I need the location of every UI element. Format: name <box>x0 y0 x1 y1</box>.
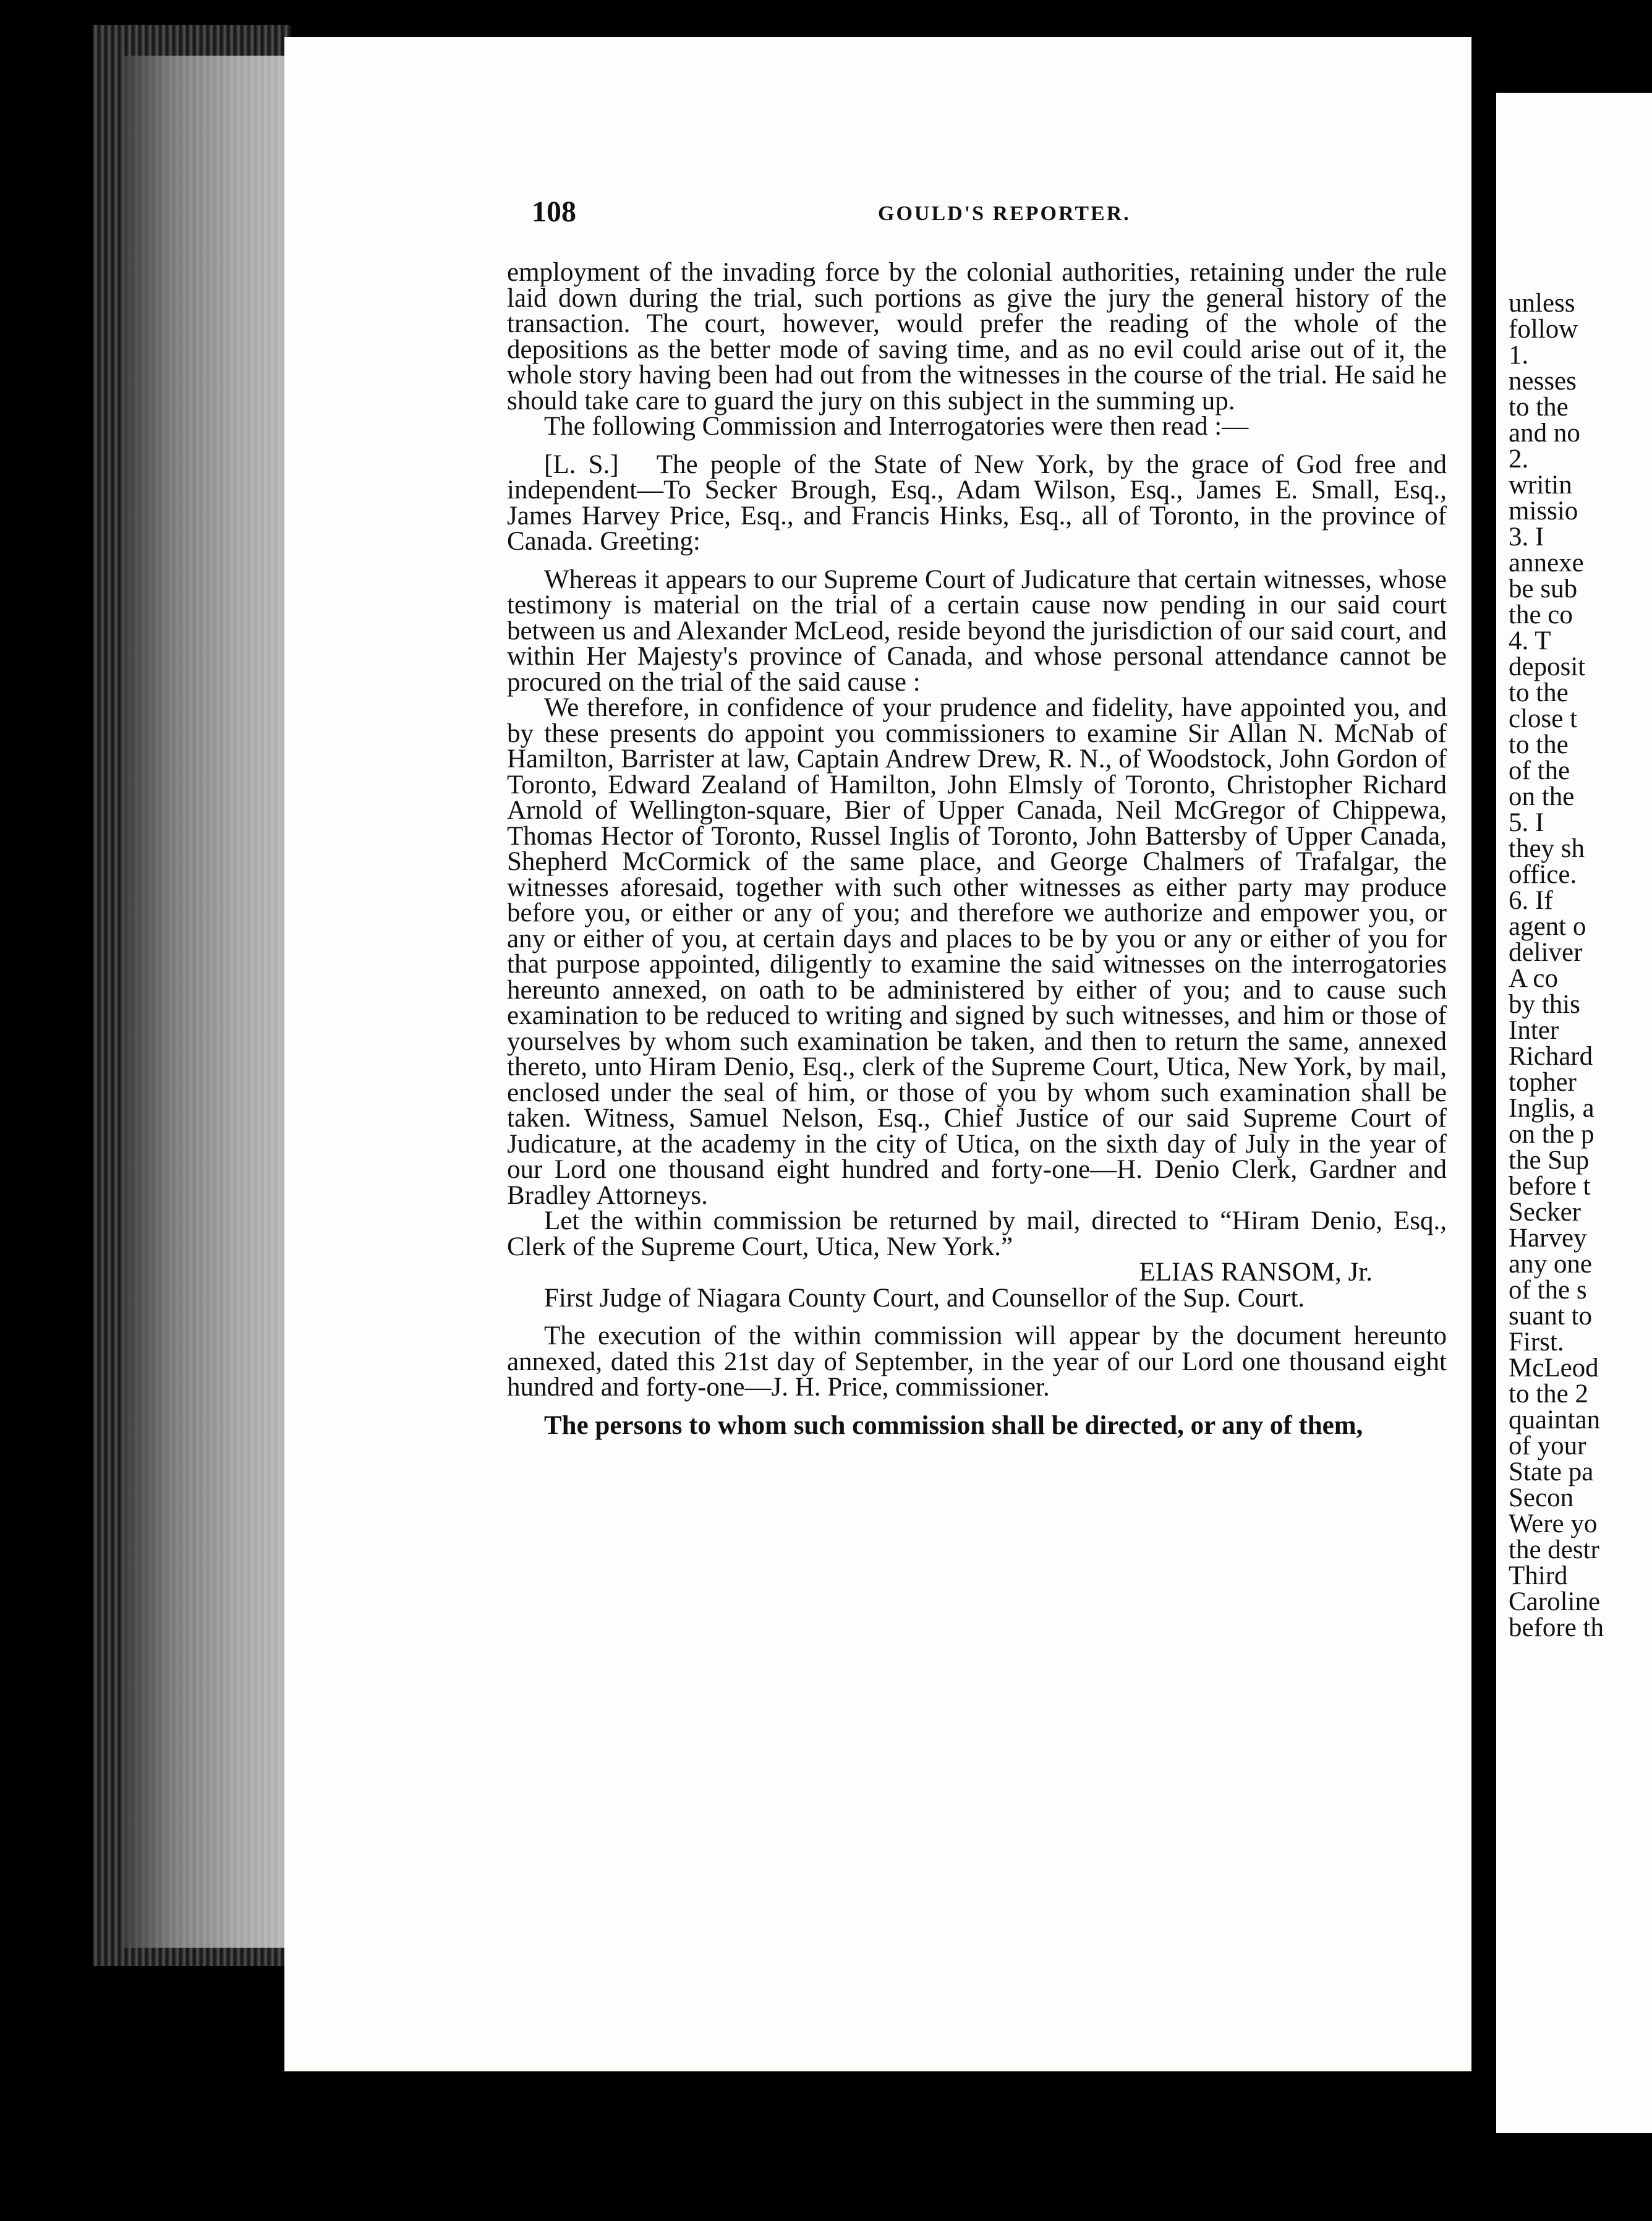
facing-page-line: the Sup <box>1509 1146 1590 1175</box>
paragraph: The following Commission and Interrogatories were then read :— <box>544 412 1249 441</box>
facing-page-line: on the p <box>1509 1120 1595 1149</box>
facing-page-line: the co <box>1509 600 1573 629</box>
signature-name: ELIAS RANSOM, Jr. <box>1139 1258 1373 1287</box>
facing-page-line: topher <box>1509 1068 1577 1097</box>
page-edges <box>124 56 284 1948</box>
facing-page-line: deliver <box>1509 938 1583 967</box>
facing-page-line: 5. I <box>1509 808 1544 837</box>
facing-page-line: before t <box>1509 1172 1591 1201</box>
paragraph: employment of the invading force by the colonial authorities, retaining under the rule laid down during the trial, such portions as give the jury the general history of the transaction. The court, however, would prefer the reading of the whole of the depositions as the better mode of saving time, and as no evil could arise out of it, the whole story having been had out from the witnesses in the course of the trial. He said he should take care to guard the jury on this subject in the summing up. <box>507 258 1447 416</box>
facing-page-line: Caroline <box>1509 1587 1601 1616</box>
signature-title: First Judge of Niagara County Court, and Counsellor of the Sup. Court. <box>544 1283 1305 1313</box>
facing-page-line: to the <box>1509 678 1569 707</box>
page-header <box>532 195 1422 244</box>
facing-page-line: missio <box>1509 497 1578 526</box>
facing-page <box>1496 93 1652 2133</box>
seal-mark: [L. S.] <box>544 450 619 479</box>
facing-page-line: follow <box>1509 315 1578 344</box>
facing-page-line: close t <box>1509 704 1578 733</box>
paragraph: Whereas it appears to our Supreme Court of Judicature that certain witnesses, whose testimony is material on the trial of a certain cause now pending in our said court between us and Alexander McLeod, reside beyond the jurisdiction of our said court, and within Her Majesty's province of Canada, and whose personal attendance cannot be procured on the trial of the said cause : <box>507 565 1447 697</box>
facing-page-line: of your <box>1509 1431 1586 1460</box>
facing-page-line: A co <box>1509 964 1559 993</box>
commission-preamble <box>507 452 1447 555</box>
facing-page-line: McLeod <box>1509 1353 1599 1383</box>
facing-page-line: 2. <box>1509 445 1529 474</box>
facing-page-text <box>1509 291 1652 1641</box>
facing-page-line: be sub <box>1509 574 1578 603</box>
facing-page-line: deposit <box>1509 652 1586 681</box>
facing-page-line: Inter <box>1509 1016 1559 1045</box>
facing-page-line: they sh <box>1509 834 1585 863</box>
paragraph: Let the within commission be returned by mail, directed to “Hiram Denio, Esq., Clerk of the Supreme Court, Utica, New York.” <box>507 1206 1447 1261</box>
facing-page-line: office. <box>1509 860 1577 889</box>
paragraph: The persons to whom such commission shall be directed, or any of them, <box>544 1410 1363 1440</box>
facing-page-line: 6. If <box>1509 886 1553 915</box>
facing-page-line: agent o <box>1509 912 1586 941</box>
page-number: 108 <box>532 195 576 228</box>
facing-page-line: Were yo <box>1509 1509 1598 1538</box>
facing-page-line: Secon <box>1509 1483 1574 1512</box>
facing-page-line: to the <box>1509 730 1569 759</box>
paragraph: The people of the State of New York, by the grace of God free and independent—To Secker Brough, Esq., Adam Wilson, Esq., James E. Small, Esq., James Harvey Price, Esq., and Francis Hinks, Esq., all of Toronto, in the province of Canada. Greeting: <box>507 450 1447 556</box>
facing-page-line: of the s <box>1509 1276 1587 1305</box>
facing-page-line: Third <box>1509 1561 1568 1590</box>
facing-page-line: Inglis, a <box>1509 1094 1595 1123</box>
facing-page-line: 3. I <box>1509 522 1544 552</box>
facing-page-line: writin <box>1509 471 1572 500</box>
facing-page-line: before th <box>1509 1613 1604 1642</box>
facing-page-line: 1. <box>1509 341 1529 370</box>
paragraph: The execution of the within commission will appear by the document hereunto annexed, dated this 21st day of September, in the year of our Lord one thousand eight hundred and forty-one—J. H. Price, commissioner. <box>507 1321 1447 1402</box>
facing-page-line: annexe <box>1509 548 1584 578</box>
facing-page-line: suant to <box>1509 1302 1592 1331</box>
facing-page-line: State pa <box>1509 1457 1594 1486</box>
facing-page-line: to the 2 <box>1509 1379 1588 1409</box>
facing-page-line: unless <box>1509 289 1575 318</box>
facing-page-line: to the <box>1509 393 1569 422</box>
facing-page-line: Harvey <box>1509 1224 1587 1253</box>
running-head: GOULD'S REPORTER. <box>878 202 1131 225</box>
facing-page-line: of the <box>1509 756 1570 785</box>
facing-page-line: Richard <box>1509 1042 1593 1071</box>
facing-page-line: by this <box>1509 990 1580 1019</box>
facing-page-line: First. <box>1509 1328 1564 1357</box>
paragraph: We therefore, in confidence of your prudence and fidelity, have appointed you, and by these presents do appoint you commissioners to examine Sir Allan N. McNab of Hamilton, Barrister at law, Captain Andrew Drew, R. N., of Woodstock, John Gordon of Toronto, Edward Zealand of Hamilton, John Elmsly of Toronto, Christopher Richard Arnold of Wellington-square, Bier of Upper Canada, Neil McGregor of Chippewa, Thomas Hector of Toronto, Russel Inglis of Toronto, John Battersby of Upper Canada, Shepherd McCormick of the same place, and George Chalmers of Trafalgar, the witnesses aforesaid, together with such other witnesses as either party may produce before you, or either or any of you; and therefore we authorize and empower you, or any or either of you, at certain days and places to be by you or any or either of you for that purpose appointed, diligently to examine the said witnesses on the interrogatories hereunto annexed, on oath to be administered by either of you; and to cause such examination to be reduced to writing and signed by such witnesses, and him or those of yourselves by whom such examination be taken, and then to return the same, annexed thereto, unto Hiram Denio, Esq., clerk of the Supreme Court, Utica, New York, by mail, enclosed under the seal of him, or those of you by whom such examination shall be taken. Witness, Samuel Nelson, Esq., Chief Justice of our said Supreme Court of Judicature, at the academy in the city of Utica, on the sixth day of July in the year of our Lord one thousand eight hundred and forty-one—H. Denio Clerk, Gardner and Bradley Attorneys. <box>507 693 1447 1210</box>
facing-page-line: 4. T <box>1509 626 1551 655</box>
facing-page-line: on the <box>1509 782 1575 811</box>
facing-page-line: any one <box>1509 1250 1592 1279</box>
facing-page-line: and no <box>1509 419 1580 448</box>
facing-page-line: Secker <box>1509 1198 1581 1227</box>
facing-page-line: nesses <box>1509 367 1577 396</box>
facing-page-line: quaintan <box>1509 1405 1601 1434</box>
body-text <box>507 260 1447 1438</box>
facing-page-line: the destr <box>1509 1535 1599 1564</box>
